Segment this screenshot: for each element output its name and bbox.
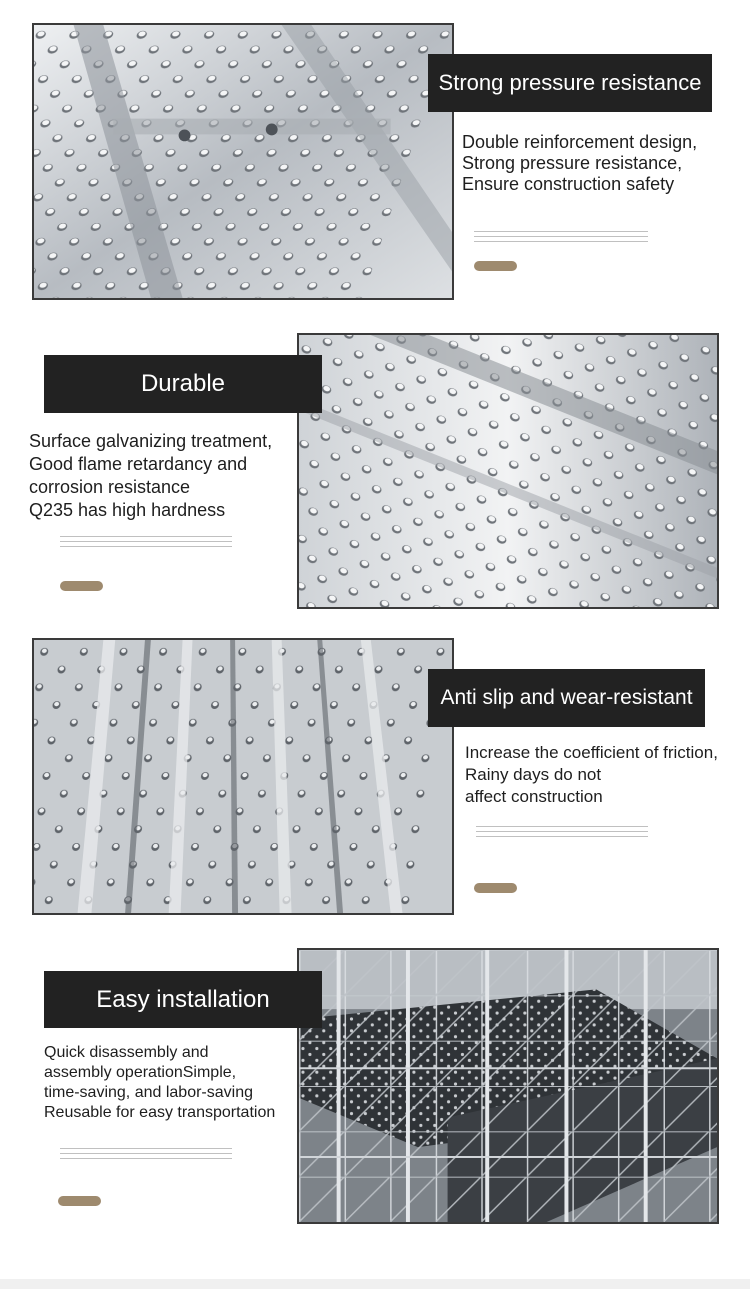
description-line: corrosion resistance: [29, 477, 191, 498]
description-line: affect construction: [465, 786, 603, 806]
feature-title-bar: [428, 54, 712, 112]
feature-easy-installation: [0, 940, 750, 1279]
fine-print-decoration: [474, 231, 648, 245]
fine-print-decoration: [476, 826, 648, 840]
feature-strong-pressure: [0, 0, 750, 320]
accent-pill: [58, 1196, 101, 1206]
perforated-steel-plank-photo: [32, 23, 454, 300]
accent-pill: [474, 261, 517, 271]
feature-durable: [0, 320, 750, 630]
description-line: Surface galvanizing treatment,: [29, 431, 273, 451]
galvanized-plank-closeup-photo: [297, 333, 719, 609]
description-line: Increase the coefficient of friction,: [465, 743, 718, 762]
description-line: time-saving, and labor-saving: [44, 1084, 253, 1101]
description-line: Q235 has high hardness: [29, 500, 226, 521]
description-line: Quick disassembly and: [44, 1044, 209, 1061]
description-line: Rainy days do not: [465, 764, 602, 784]
footer-band: [0, 1279, 750, 1289]
description-line: Good flame retardancy and: [29, 454, 248, 475]
feature-title-bar: [44, 355, 322, 413]
feature-title-bar: [44, 971, 322, 1028]
accent-pill: [474, 883, 517, 893]
feature-description: [462, 132, 697, 196]
feature-title: Strong pressure resistance: [438, 70, 702, 95]
fine-print-decoration: [60, 1148, 232, 1162]
feature-title: Anti slip and wear-resistant: [440, 686, 693, 709]
scaffold-installation-photo: [297, 948, 719, 1224]
description-line: Ensure construction safety: [462, 174, 675, 195]
description-line: Reusable for easy transportation: [44, 1104, 276, 1121]
feature-title-bar: [428, 669, 705, 727]
feature-description: [465, 742, 718, 807]
description-line: Strong pressure resistance,: [462, 153, 683, 174]
anti-slip-plank-photo: [32, 638, 454, 915]
description-line: assembly operationSimple,: [44, 1064, 237, 1081]
accent-pill: [60, 581, 103, 591]
feature-description: [44, 1043, 275, 1123]
description-line: Double reinforcement design,: [462, 132, 698, 152]
feature-title: Durable: [140, 370, 226, 397]
feature-anti-slip: [0, 630, 750, 940]
feature-description: [29, 430, 272, 522]
fine-print-decoration: [60, 536, 232, 550]
feature-title: Easy installation: [96, 985, 270, 1013]
